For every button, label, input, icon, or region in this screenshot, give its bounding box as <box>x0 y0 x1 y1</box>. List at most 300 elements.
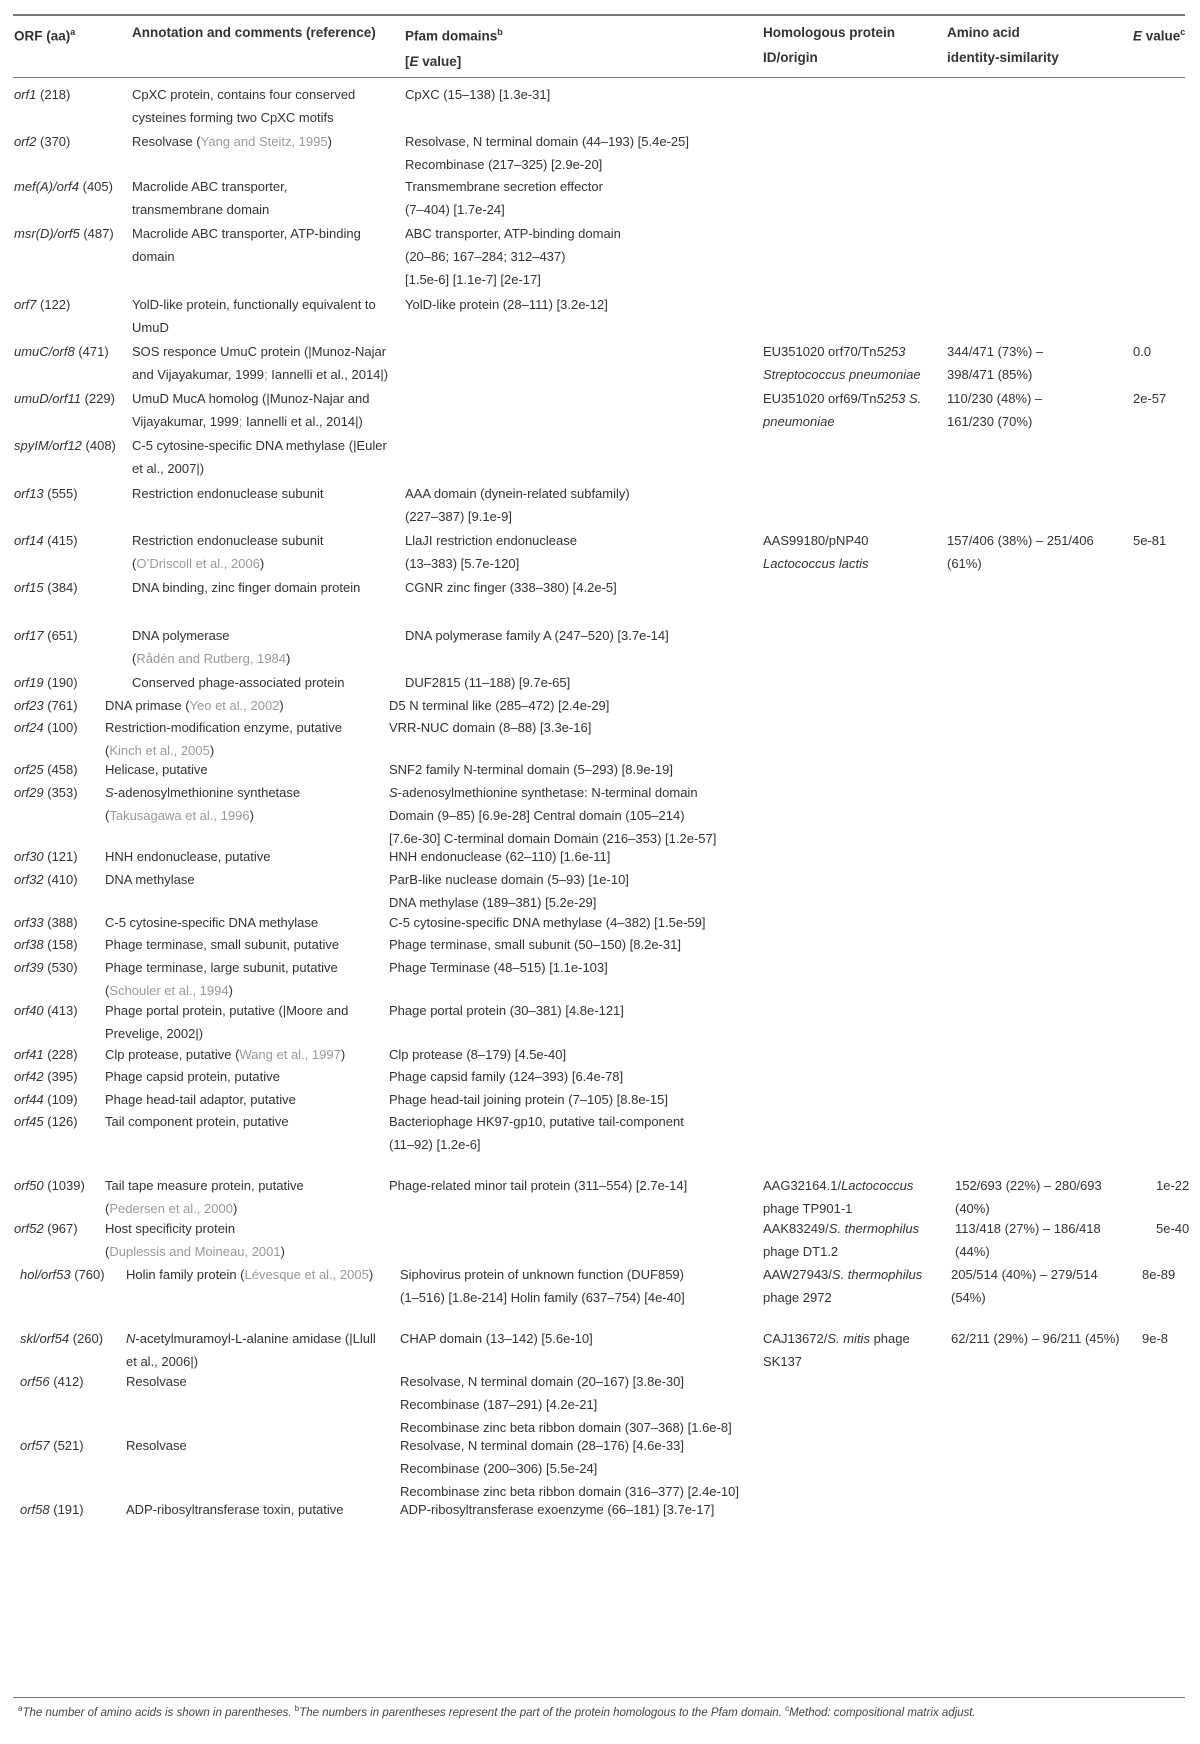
orf-name: orf52 <box>14 1221 44 1236</box>
italic-text: S <box>105 785 114 800</box>
identity-cell <box>955 1174 1102 1220</box>
annotation-cell-line: (Schouler et al., 1994) <box>105 983 233 998</box>
identity-cell-line: (61%) <box>947 556 982 571</box>
annotation-cell-line: Resolvase <box>126 1438 187 1453</box>
pfam-cell-line: Resolvase, N terminal domain (20–167) [3.8e-30] <box>400 1374 684 1389</box>
pfam-cell-line: Recombinase zinc beta ribbon domain (307–368) [1.6e-8] <box>400 1420 732 1435</box>
header-evalue-label: value <box>1142 28 1181 44</box>
identity-cell-line: 205/514 (40%) – 279/514 <box>951 1267 1098 1282</box>
pfam-cell-line: (1–516) [1.8e-214] Holin family (637–754) [4e-40] <box>400 1290 685 1305</box>
evalue-cell <box>1156 1174 1189 1197</box>
pfam-cell <box>405 293 608 316</box>
orf-cell <box>14 482 78 505</box>
orf-length: (412) <box>49 1374 84 1389</box>
pfam-cell-line: Transmembrane secretion effector <box>405 179 603 194</box>
annotation-cell <box>105 868 195 891</box>
pfam-cell-line: DUF2815 (11–188) [9.7e-65] <box>405 675 571 690</box>
orf-name: orf24 <box>14 720 44 735</box>
pfam-cell <box>389 1065 623 1088</box>
italic-text: Lactococcus lactis <box>763 556 869 571</box>
identity-cell <box>951 1263 1098 1309</box>
annotation-cell-line: Conserved phage-associated protein <box>132 675 345 690</box>
annotation-cell-line: Phage capsid protein, putative <box>105 1069 280 1084</box>
identity-cell-line: 398/471 (85%) <box>947 367 1033 382</box>
orf-cell <box>14 529 78 552</box>
orf-length: (388) <box>43 915 78 930</box>
homolog-cell-line: AAK83249/S. thermophilus <box>763 1221 920 1236</box>
pfam-cell-line: CHAP domain (13–142) [5.6e-10] <box>400 1331 593 1346</box>
annotation-cell-line: YolD-like protein, functionally equivalent to <box>132 297 376 312</box>
annotation-cell-line: Resolvase (Yang and Steitz, 1995) <box>132 134 332 149</box>
orf-length: (158) <box>43 937 78 952</box>
pfam-cell-line: (11–92) [1.2e-6] <box>389 1137 481 1152</box>
orf-length: (530) <box>43 960 78 975</box>
orf-name: orf33 <box>14 915 44 930</box>
orf-name: skl/orf54 <box>20 1331 70 1346</box>
orf-cell <box>14 1110 78 1133</box>
evalue-cell-line: 9e-8 <box>1142 1331 1169 1346</box>
orf-name: orf56 <box>20 1374 50 1389</box>
orf-length: (260) <box>69 1331 104 1346</box>
orf-name: orf41 <box>14 1047 44 1062</box>
identity-cell <box>947 529 1094 575</box>
annotation-cell-line: Phage terminase, large subunit, putative <box>105 960 338 975</box>
homolog-cell <box>763 1174 913 1220</box>
evalue-cell <box>1142 1327 1168 1350</box>
italic-text: 5253 <box>876 344 906 359</box>
evalue-cell-line: 5e-40 <box>1156 1221 1190 1236</box>
orf-length: (410) <box>43 872 78 887</box>
identity-cell-line: 161/230 (70%) <box>947 414 1033 429</box>
orf-name: orf15 <box>14 580 44 595</box>
annotation-cell <box>105 956 338 1002</box>
footnote-c-sup: c <box>785 1704 790 1713</box>
orf-name: orf1 <box>14 87 37 102</box>
pfam-cell-line: (13–383) [5.7e-120] <box>405 556 520 571</box>
orf-name: orf7 <box>14 297 37 312</box>
orf-length: (405) <box>79 179 113 194</box>
pfam-cell-line: Phage capsid family (124–393) [6.4e-78] <box>389 1069 624 1084</box>
orf-cell <box>14 624 78 647</box>
header-homolog <box>763 20 895 70</box>
italic-text: S. thermophilus <box>831 1267 923 1282</box>
identity-cell <box>951 1327 1120 1350</box>
footnote-b-sup: b <box>294 1704 300 1713</box>
homolog-cell-line: EU351020 orf70/Tn5253 <box>763 344 906 359</box>
annotation-cell-line: Restriction endonuclease subunit <box>132 533 324 548</box>
pfam-cell <box>405 529 577 575</box>
identity-cell-line: 62/211 (29%) – 96/211 (45%) <box>951 1331 1120 1346</box>
orf-length: (109) <box>43 1092 78 1107</box>
pfam-cell-line: Resolvase, N terminal domain (28–176) [4.6e-33] <box>400 1438 684 1453</box>
pfam-cell <box>389 758 673 781</box>
pfam-cell-line: [1.5e-6] [1.1e-7] [2e-17] <box>405 272 541 287</box>
orf-length: (218) <box>36 87 71 102</box>
header-orf <box>14 20 75 49</box>
pfam-cell-line: SNF2 family N-terminal domain (5–293) [8.9e-19] <box>389 762 673 777</box>
citation-link[interactable]: Yang and Steitz, 1995 <box>200 134 328 149</box>
annotation-cell <box>132 340 388 386</box>
pfam-cell <box>405 130 689 176</box>
orf-name: hol/orf53 <box>20 1267 71 1282</box>
annotation-cell-line: C-5 cytosine-specific DNA methylase <box>105 915 319 930</box>
orf-name: orf32 <box>14 872 44 887</box>
header-pfam: Pfam domains$^b$ [E value] <box>405 27 503 69</box>
orf-length: (761) <box>43 698 78 713</box>
orf-cell <box>14 222 114 245</box>
orf-name: umuD/orf11 <box>14 391 81 406</box>
citation-link[interactable]: Wang et al., 1997 <box>239 1047 341 1062</box>
orf-cell <box>14 576 78 599</box>
pfam-cell-line: D5 N terminal like (285–472) [2.4e-29] <box>389 698 610 713</box>
evalue-cell <box>1133 387 1166 410</box>
annotation-cell-line: UmuD MucA homolog (|Munoz-Najar and <box>132 391 370 406</box>
annotation-cell-line: Holin family protein (Lévesque et al., 2005) <box>126 1267 374 1282</box>
header-pfam-sup: b <box>497 27 503 37</box>
pfam-cell-line: AAA domain (dynein-related subfamily) <box>405 486 630 501</box>
italic-text: N <box>126 1331 136 1346</box>
header-rule <box>13 77 1185 78</box>
annotation-cell-line: HNH endonuclease, putative <box>105 849 271 864</box>
pfam-cell-line: Phage Terminase (48–515) [1.1e-103] <box>389 960 608 975</box>
annotation-cell-line: Restriction-modification enzyme, putative <box>105 720 342 735</box>
pfam-cell-line: Resolvase, N terminal domain (44–193) [5.4e-25] <box>405 134 689 149</box>
annotation-cell-line: Tail component protein, putative <box>105 1114 289 1129</box>
orf-cell <box>14 781 78 804</box>
orf-length: (1039) <box>43 1178 85 1193</box>
homolog-cell <box>763 1263 922 1309</box>
annotation-cell <box>105 1217 285 1263</box>
annotation-cell <box>105 1043 345 1066</box>
annotation-cell <box>132 222 361 268</box>
annotation-cell-line: ADP-ribosyltransferase toxin, putative <box>126 1502 344 1517</box>
pfam-cell-line: Recombinase (200–306) [5.5e-24] <box>400 1461 598 1476</box>
citation-link[interactable]: Schouler et al., 1994 <box>109 983 229 998</box>
annotation-cell <box>105 758 208 781</box>
citation-link[interactable]: Pedersen et al., 2000 <box>109 1201 233 1216</box>
homolog-cell-line <box>763 363 921 386</box>
citation-link[interactable]: Duplessis and Moineau, 2001 <box>109 1244 281 1259</box>
annotation-cell-line: DNA methylase <box>105 872 195 887</box>
pfam-cell-line: LlaJI restriction endonuclease <box>405 533 577 548</box>
pfam-cell <box>400 1327 593 1350</box>
orf-name: orf14 <box>14 533 44 548</box>
orf-cell <box>14 340 109 363</box>
annotation-cell <box>132 671 344 694</box>
pfam-cell <box>389 716 591 739</box>
pfam-cell-line: HNH endonuclease (62–110) [1.6e-11] <box>389 849 611 864</box>
orf-cell <box>14 671 78 694</box>
italic-text: S. mitis <box>827 1331 870 1346</box>
pfam-cell-line: Recombinase (187–291) [4.2e-21] <box>400 1397 598 1412</box>
orf-name: orf19 <box>14 675 44 690</box>
pfam-cell <box>389 956 608 979</box>
annotation-cell-line: DNA primase (Yeo et al., 2002) <box>105 698 284 713</box>
pfam-cell <box>389 933 681 956</box>
annotation-cell <box>132 434 387 480</box>
annotation-cell-line: et al., 2006|) <box>126 1354 199 1369</box>
annotation-cell-line: SOS responce UmuC protein (|Munoz-Najar <box>132 344 387 359</box>
orf-name: orf30 <box>14 849 44 864</box>
pfam-cell-line: Siphovirus protein of unknown function (DUF859) <box>400 1267 684 1282</box>
homolog-cell <box>763 387 921 433</box>
homolog-cell-line: EU351020 orf69/Tn5253 S. <box>763 391 922 406</box>
annotation-cell-line: UmuD <box>132 320 169 335</box>
annotation-cell-line: (Rådén and Rutberg, 1984) <box>132 651 291 666</box>
annotation-cell <box>132 387 369 433</box>
header-homolog-line1: Homologous protein <box>763 25 895 40</box>
annotation-cell-line: (Pedersen et al., 2000) <box>105 1201 238 1216</box>
orf-length: (395) <box>43 1069 78 1084</box>
orf-cell <box>14 130 70 153</box>
annotation-cell-line: Vijayakumar, 1999; Iannelli et al., 2014|) <box>132 414 363 429</box>
citation-link[interactable]: Yeo et al., 2002 <box>189 698 280 713</box>
orf-length: (458) <box>43 762 78 777</box>
annotation-cell <box>105 1088 296 1111</box>
pfam-cell <box>405 482 630 528</box>
identity-cell <box>955 1217 1101 1263</box>
citation-link[interactable]: Takusagawa et al., 1996 <box>109 808 250 823</box>
header-pfam-value: value] <box>418 53 462 69</box>
homolog-cell-line: CAJ13672/S. mitis phage <box>763 1331 910 1346</box>
annotation-cell-line: (Takusagawa et al., 1996) <box>105 808 254 823</box>
orf-name: orf42 <box>14 1069 44 1084</box>
annotation-cell <box>105 1110 289 1133</box>
annotation-cell-line: Macrolide ABC transporter, <box>132 179 288 194</box>
orf-cell <box>20 1434 84 1457</box>
identity-cell-line: (40%) <box>955 1201 990 1216</box>
orf-length: (555) <box>43 486 78 501</box>
pfam-cell-line: DNA methylase (189–381) [5.2e-29] <box>389 895 597 910</box>
header-annotation <box>132 20 376 45</box>
pfam-cell <box>389 845 610 868</box>
orf-name: orf44 <box>14 1092 44 1107</box>
identity-cell-line: 157/406 (38%) – 251/406 <box>947 533 1094 548</box>
bottom-rule <box>13 1697 1185 1698</box>
orf-cell <box>14 956 78 979</box>
header-pfam-label: Pfam domains <box>405 28 498 44</box>
annotation-cell <box>132 175 287 221</box>
evalue-cell-line: 5e-81 <box>1133 533 1167 548</box>
orf-cell <box>20 1327 103 1350</box>
citation-link[interactable]: O’Driscoll et al., 2006 <box>136 556 260 571</box>
evalue-cell-line: 0.0 <box>1133 344 1152 359</box>
orf-cell <box>14 1065 78 1088</box>
pfam-cell <box>389 999 624 1022</box>
orf-cell <box>14 175 113 198</box>
identity-cell-line: (54%) <box>951 1290 986 1305</box>
orf-name: mef(A)/orf4 <box>14 179 80 194</box>
homolog-cell-line: phage DT1.2 <box>763 1244 839 1259</box>
orf-name: orf25 <box>14 762 44 777</box>
annotation-cell <box>132 482 324 505</box>
orf-cell <box>14 694 78 717</box>
annotation-cell-line: (Kinch et al., 2005) <box>105 743 215 758</box>
orf-name: orf50 <box>14 1178 44 1193</box>
orf-length: (229) <box>80 391 115 406</box>
annotation-cell <box>105 911 318 934</box>
annotation-cell <box>105 781 300 827</box>
homolog-cell-line <box>763 410 921 433</box>
annotation-cell-line: Phage terminase, small subunit, putative <box>105 937 340 952</box>
citation-link[interactable]: ; <box>238 414 246 429</box>
evalue-cell-line: 1e-22 <box>1156 1178 1190 1193</box>
pfam-cell-line: (227–387) [9.1e-9] <box>405 509 512 524</box>
identity-cell-line: (44%) <box>955 1244 990 1259</box>
footnote-b: The numbers in parentheses represent the part of the protein homologous to the Pfam domain. <box>299 1706 786 1719</box>
annotation-cell <box>126 1434 187 1457</box>
orf-length: (126) <box>43 1114 78 1129</box>
orf-length: (415) <box>43 533 78 548</box>
footnote-a: The number of amino acids is shown in parentheses. <box>22 1706 295 1719</box>
pfam-cell <box>389 911 705 934</box>
annotation-cell <box>132 529 324 575</box>
annotation-cell-line: and Vijayakumar, 1999; Iannelli et al., 2014|) <box>132 367 389 382</box>
annotation-cell-line: (Duplessis and Moineau, 2001) <box>105 1244 285 1259</box>
identity-cell-line: 344/471 (73%) – <box>947 344 1044 359</box>
pfam-cell-line: Clp protease (8–179) [4.5e-40] <box>389 1047 567 1062</box>
pfam-cell <box>389 1174 687 1197</box>
pfam-cell-line: Recombinase zinc beta ribbon domain (316–377) [2.4e-10] <box>400 1484 739 1499</box>
citation-link[interactable]: Kinch et al., 2005 <box>109 743 210 758</box>
italic-text: Streptococcus pneumoniae <box>763 367 921 382</box>
pfam-cell <box>389 1088 668 1111</box>
header-identity-line2: identity-similarity <box>947 50 1059 65</box>
italic-text: S <box>389 785 398 800</box>
homolog-cell-line: phage TP901-1 <box>763 1201 853 1216</box>
homolog-cell-line <box>763 552 869 575</box>
annotation-cell-line: Helicase, putative <box>105 762 208 777</box>
top-rule <box>13 14 1185 16</box>
orf-length: (353) <box>43 785 78 800</box>
annotation-cell-line: C-5 cytosine-specific DNA methylase (|Euler <box>132 438 387 453</box>
annotation-cell-line: Restriction endonuclease subunit <box>132 486 324 501</box>
annotation-cell <box>105 1174 304 1220</box>
footnote-a-sup: a <box>18 1704 23 1713</box>
annotation-cell <box>105 933 339 956</box>
pfam-cell-line: YolD-like protein (28–111) [3.2e-12] <box>405 297 608 312</box>
pfam-cell-line: [7.6e-30] C-terminal domain Domain (216–353) [1.2e-57] <box>389 831 717 846</box>
table-footnote <box>18 1704 976 1719</box>
pfam-cell-line: DNA polymerase family A (247–520) [3.7e-14] <box>405 628 669 643</box>
orf-cell <box>14 999 78 1022</box>
pfam-cell <box>389 868 629 914</box>
italic-text: Lactococcus <box>841 1178 914 1193</box>
homolog-cell <box>763 1327 910 1373</box>
annotation-cell <box>132 130 332 153</box>
pfam-cell-line: ABC transporter, ATP-binding domain <box>405 226 621 241</box>
citation-link[interactable]: Lévesque et al., 2005 <box>244 1267 369 1282</box>
annotation-cell-line: S-adenosylmethionine synthetase <box>105 785 301 800</box>
orf-cell <box>14 387 115 410</box>
orf-name: orf2 <box>14 134 37 149</box>
header-homolog-line2: ID/origin <box>763 50 818 65</box>
pfam-cell-line: C-5 cytosine-specific DNA methylase (4–382) [1.5e-59] <box>389 915 706 930</box>
orf-cell <box>14 911 78 934</box>
header-evalue-sup: c <box>1180 27 1186 37</box>
pfam-cell-line: (7–404) [1.7e-24] <box>405 202 505 217</box>
evalue-cell <box>1156 1217 1189 1240</box>
homolog-cell-line: phage 2972 <box>763 1290 832 1305</box>
annotation-cell-line: Phage head-tail adaptor, putative <box>105 1092 296 1107</box>
orf-cell <box>20 1498 84 1521</box>
annotation-cell-line: Host specificity protein <box>105 1221 236 1236</box>
orf-name: orf38 <box>14 937 44 952</box>
citation-link[interactable]: Rådén and Rutberg, 1984 <box>136 651 286 666</box>
italic-text: S. thermophilus <box>828 1221 920 1236</box>
orf-cell <box>14 83 70 106</box>
annotation-cell <box>105 845 271 868</box>
orf-cell <box>14 758 78 781</box>
orf-cell <box>14 868 78 891</box>
orf-name: spyIM/orf12 <box>14 438 82 453</box>
header-identity <box>947 20 1059 70</box>
header-pfam-e: E <box>409 53 419 69</box>
pfam-cell <box>400 1370 732 1439</box>
evalue-cell-line: 8e-89 <box>1142 1267 1176 1282</box>
annotation-cell-line: (O’Driscoll et al., 2006) <box>132 556 265 571</box>
annotation-cell <box>126 1263 373 1286</box>
orf-length: (413) <box>43 1003 78 1018</box>
annotation-cell <box>132 624 290 670</box>
annotation-cell-line: Clp protease, putative (Wang et al., 1997) <box>105 1047 346 1062</box>
orf-length: (760) <box>70 1267 105 1282</box>
pfam-cell <box>389 1110 684 1156</box>
orf-cell <box>14 1043 78 1066</box>
orf-cell <box>14 1174 85 1197</box>
annotation-cell-line: cysteines forming two CpXC motifs <box>132 110 334 125</box>
citation-link[interactable]: ; <box>264 367 272 382</box>
italic-text: 5253 S. <box>876 391 922 406</box>
pfam-cell-line: Phage-related minor tail protein (311–554) [2.7e-14] <box>389 1178 688 1193</box>
orf-name: orf17 <box>14 628 44 643</box>
orf-cell <box>20 1263 105 1286</box>
evalue-cell-line: 2e-57 <box>1133 391 1167 406</box>
annotation-cell-line: Prevelige, 2002|) <box>105 1026 204 1041</box>
evalue-cell <box>1142 1263 1175 1286</box>
annotation-cell-line: Phage portal protein, putative (|Moore and <box>105 1003 349 1018</box>
pfam-cell <box>400 1263 685 1309</box>
identity-cell-line: 152/693 (22%) – 280/693 <box>955 1178 1102 1193</box>
pfam-cell-line: Phage terminase, small subunit (50–150) [8.2e-31] <box>389 937 681 952</box>
orf-name: orf40 <box>14 1003 44 1018</box>
pfam-cell-line: CGNR zinc finger (338–380) [4.2e-5] <box>405 580 617 595</box>
evalue-cell <box>1133 340 1151 363</box>
orf-name: orf29 <box>14 785 44 800</box>
pfam-cell-line: ParB-like nuclease domain (5–93) [1e-10] <box>389 872 629 887</box>
orf-length: (190) <box>43 675 78 690</box>
pfam-cell-line: Phage portal protein (30–381) [4.8e-121] <box>389 1003 624 1018</box>
orf-name: umuC/orf8 <box>14 344 75 359</box>
orf-name: orf39 <box>14 960 44 975</box>
pfam-cell <box>400 1498 714 1521</box>
homolog-cell-line: SK137 <box>763 1354 803 1369</box>
homolog-cell <box>763 340 921 386</box>
orf-length: (408) <box>81 438 116 453</box>
annotation-cell <box>132 83 355 129</box>
annotation-cell-line: N-acetylmuramoyl-L-alanine amidase (|Llull <box>126 1331 376 1346</box>
orf-cell <box>14 1217 78 1240</box>
annotation-cell <box>105 716 342 762</box>
homolog-cell <box>763 1217 919 1263</box>
pfam-cell-line: Domain (9–85) [6.9e-28] Central domain (105–214) <box>389 808 685 823</box>
orf-length: (121) <box>43 849 78 864</box>
homolog-cell-line: AAW27943/S. thermophilus <box>763 1267 923 1282</box>
identity-cell <box>947 387 1042 433</box>
orf-name: orf58 <box>20 1502 50 1517</box>
annotation-cell <box>105 999 348 1045</box>
orf-length: (122) <box>36 297 71 312</box>
